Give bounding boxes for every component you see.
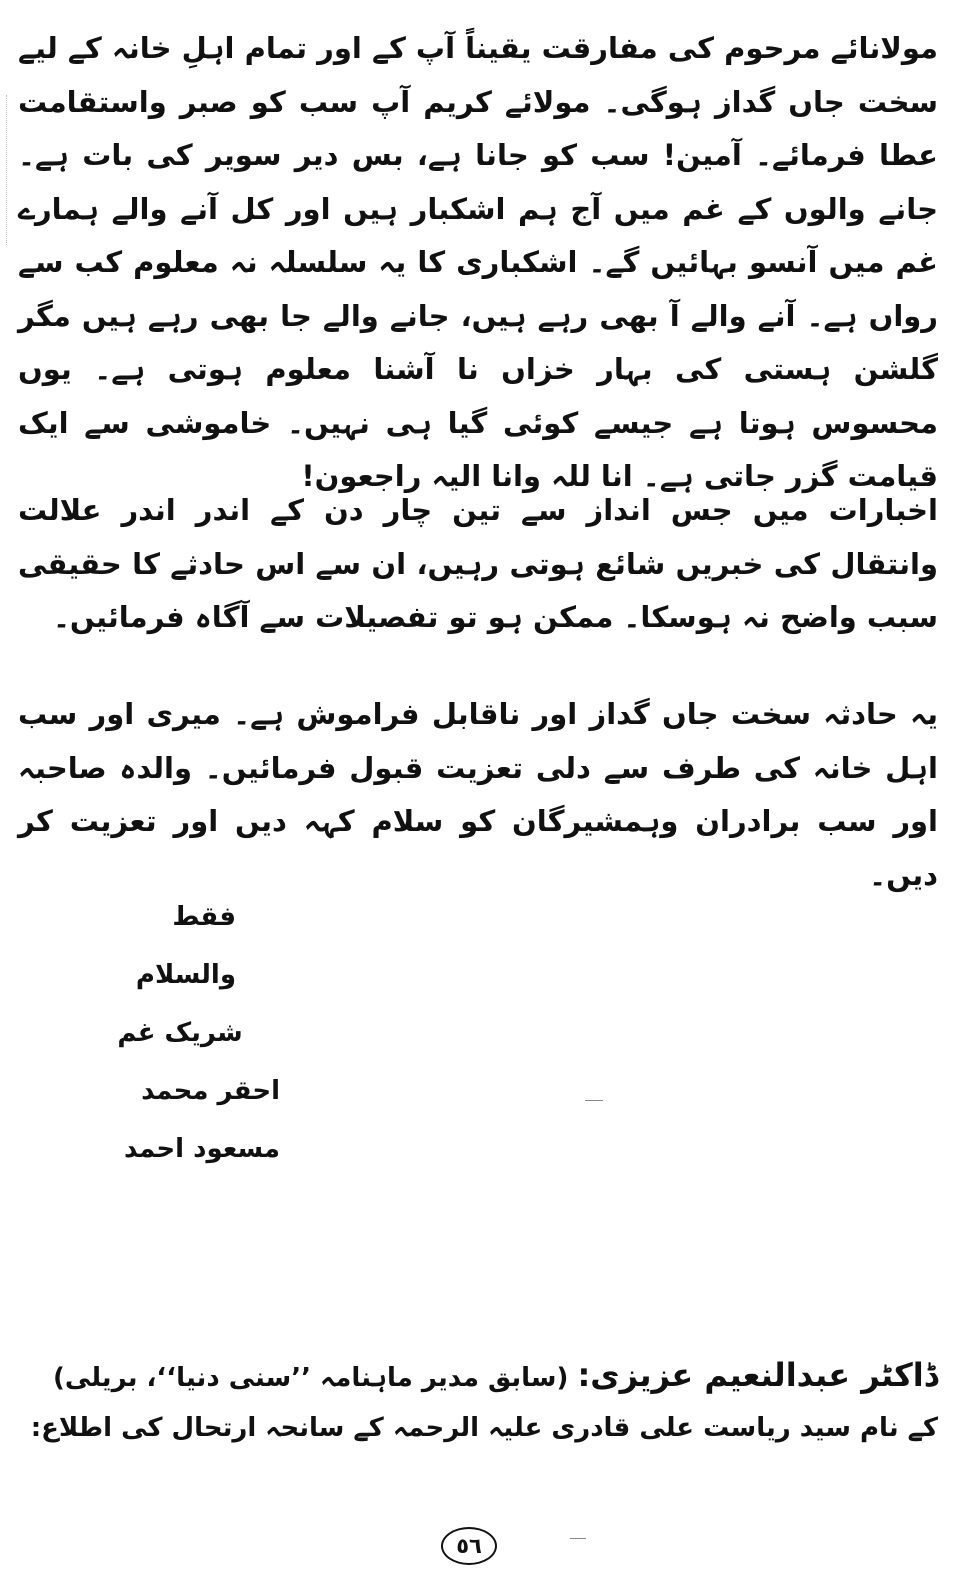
signature-sharik-gham: شریک غم xyxy=(117,1018,243,1048)
letter-paragraph-3: یہ حادثہ سخت جاں گداز اور ناقابل فراموش ہے۔ میری اور سب اہل خانہ کی طرف سے دلی تعزیت قبول فرمائیں۔ والدہ صاحبہ اور سب برادران وہمشیرگان کو سلام کہہ دیں اور تعزیت کر دیں۔ xyxy=(18,697,938,892)
signature-name: احقر محمد مسعود احمد xyxy=(123,1076,280,1164)
margin-mark xyxy=(6,95,13,245)
letter-paragraph-1: مولانائے مرحوم کی مفارقت یقیناً آپ کے اور تمام اہلِ خانہ کے لیے سخت جاں گداز ہوگی۔ مولائے کریم آپ سب کو صبر واستقامت عطا فرمائے۔ آمین! سب کو جانا ہے، بس دیر سویر کی بات ہے۔ جانے والوں کے غم میں آج ہم اشکبار ہیں اور کل آنے والے ہمارے غم میں آنسو بہائیں گے۔ اشکباری کا یہ سلسلہ نہ معلوم کب سے رواں ہے۔ آنے والے آ بھی رہے ہیں، جانے والے جا بھی رہے ہیں مگر گلشن ہستی کی بہار خزاں نا آشنا معلوم ہوتی ہے۔ یوں محسوس ہوتا ہے جیسے کوئی گیا ہی نہیں۔ خاموشی سے ایک قیامت گزر جاتی ہے۔ انا للہ وانا الیہ راجعون! xyxy=(18,31,938,493)
recipient-detail: (سابق مدیر ماہنامہ ’’سنی دنیا‘‘، بریلی) کے نام سید ریاست علی قادری علیہ الرحمہ کے سانحہ ارتحال کی اطلاع: xyxy=(30,1363,938,1443)
letter-paragraph-2: اخبارات میں جس انداز سے تین چار دن کے اندر اندر علالت وانتقال کی خبریں شائع ہوتی رہیں، ان سے اس حادثے کا حقیقی سبب واضح نہ ہوسکا۔ ممکن ہو تو تفصیلات سے آگاہ فرمائیں۔ xyxy=(18,493,938,634)
next-letter-heading xyxy=(18,1350,938,1453)
signature-closing: فقط والسلام xyxy=(135,902,236,990)
page-number: ٥٦ xyxy=(441,1527,497,1565)
signature-block xyxy=(80,888,280,1178)
stray-mark-2 xyxy=(570,1538,586,1539)
recipient-name: ڈاکٹر عبدالنعیم عزیزی: xyxy=(577,1356,938,1394)
stray-mark xyxy=(585,1100,603,1101)
